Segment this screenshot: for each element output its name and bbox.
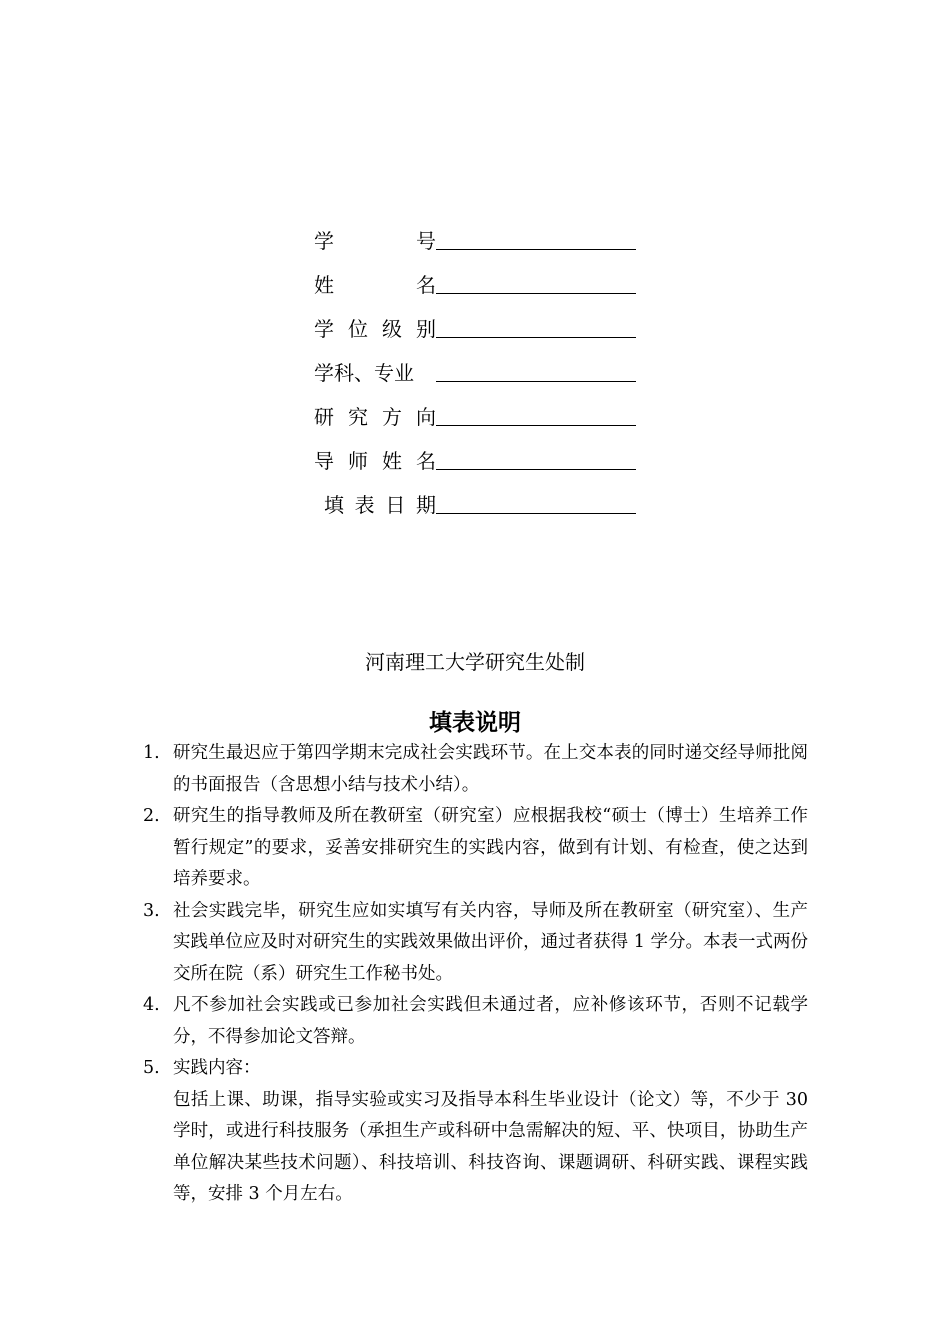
field-label xyxy=(314,313,436,342)
field-label xyxy=(314,445,436,474)
list-item xyxy=(143,801,808,896)
degree-level-blank[interactable] xyxy=(436,315,636,338)
label-char: 师 xyxy=(348,449,368,473)
advisor-name-blank[interactable] xyxy=(436,447,636,470)
field-discipline-major xyxy=(314,342,654,386)
label-char: 期 xyxy=(415,493,436,517)
label-char: 号 xyxy=(416,229,436,253)
item-text: 实践内容： xyxy=(173,1058,261,1078)
list-item xyxy=(143,738,808,801)
label-char: 姓 xyxy=(382,449,402,473)
name-blank[interactable] xyxy=(436,271,636,294)
label-char: 别 xyxy=(416,317,436,341)
list-item xyxy=(143,1053,808,1085)
research-direction-blank[interactable] xyxy=(436,403,636,426)
label-char: 研 xyxy=(314,405,334,429)
practice-content-paragraph: 包括上课、助课，指导实验或实习及指导本科生毕业设计（论文）等，不少于 30 学时，或进行科技服务（承担生产或科研中急需解决的短、平、快项目，协助生产单位解决某些技术问题）、科技培训、科技咨询、课题调研、科研实践、课程实践等，安排 3 个月左右。 xyxy=(173,1089,808,1204)
label-char: 表 xyxy=(354,493,375,517)
item-text: 研究生最迟应于第四学期末完成社会实践环节。在上交本表的同时递交经导师批阅的书面报告（含思想小结与技术小结）。 xyxy=(173,743,808,795)
item-number: 1. xyxy=(143,743,160,763)
item-text: 社会实践完毕，研究生应如实填写有关内容，导师及所在教研室（研究室）、生产实践单位应及时对研究生的实践效果做出评价，通过者获得 1 学分。本表一式两份交所在院（系）研究生工作秘书处。 xyxy=(173,900,808,984)
field-label: 学科、专业 xyxy=(314,361,414,385)
label-char: 方 xyxy=(382,405,402,429)
field-label xyxy=(324,489,436,518)
field-label xyxy=(314,401,436,430)
field-student-id xyxy=(314,210,654,254)
instructions-list xyxy=(143,738,808,1211)
label-char: 究 xyxy=(348,405,368,429)
label-char: 向 xyxy=(416,405,436,429)
instructions-title: 填表说明 xyxy=(429,710,521,736)
issuer-line: 河南理工大学研究生处制 xyxy=(365,650,585,674)
label-char: 位 xyxy=(348,317,368,341)
label-char: 学 xyxy=(314,229,334,253)
fill-date-blank[interactable] xyxy=(436,491,636,514)
field-name xyxy=(314,254,654,298)
item-number: 4. xyxy=(143,995,160,1015)
item-number: 5. xyxy=(143,1058,160,1078)
item-text: 研究生的指导教师及所在教研室（研究室）应根据我校“硕士（博士）生培养工作暂行规定”的要求，妥善安排研究生的实践内容，做到有计划、有检查，使之达到培养要求。 xyxy=(173,806,808,889)
label-char: 日 xyxy=(385,493,406,517)
field-fill-date xyxy=(324,474,654,518)
label-char: 级 xyxy=(382,317,402,341)
field-label xyxy=(314,269,436,298)
item-number: 2. xyxy=(143,806,160,826)
list-item xyxy=(143,990,808,1053)
item-text: 凡不参加社会实践或已参加社会实践但未通过者，应补修该环节，否则不记载学分，不得参加论文答辩。 xyxy=(173,995,808,1047)
field-degree-level xyxy=(314,298,654,342)
label-char: 名 xyxy=(416,273,436,297)
field-label xyxy=(314,225,436,254)
label-char: 学 xyxy=(314,317,334,341)
student-info-form xyxy=(314,210,654,518)
label-char: 填 xyxy=(324,493,344,517)
label-char: 导 xyxy=(314,449,334,473)
field-advisor-name xyxy=(314,430,654,474)
field-research-direction xyxy=(314,386,654,430)
discipline-major-blank[interactable] xyxy=(436,359,636,382)
label-char: 姓 xyxy=(314,273,334,297)
list-item xyxy=(143,896,808,991)
label-char: 名 xyxy=(416,449,436,473)
item-number: 3. xyxy=(143,900,160,921)
student-id-blank[interactable] xyxy=(436,227,636,250)
